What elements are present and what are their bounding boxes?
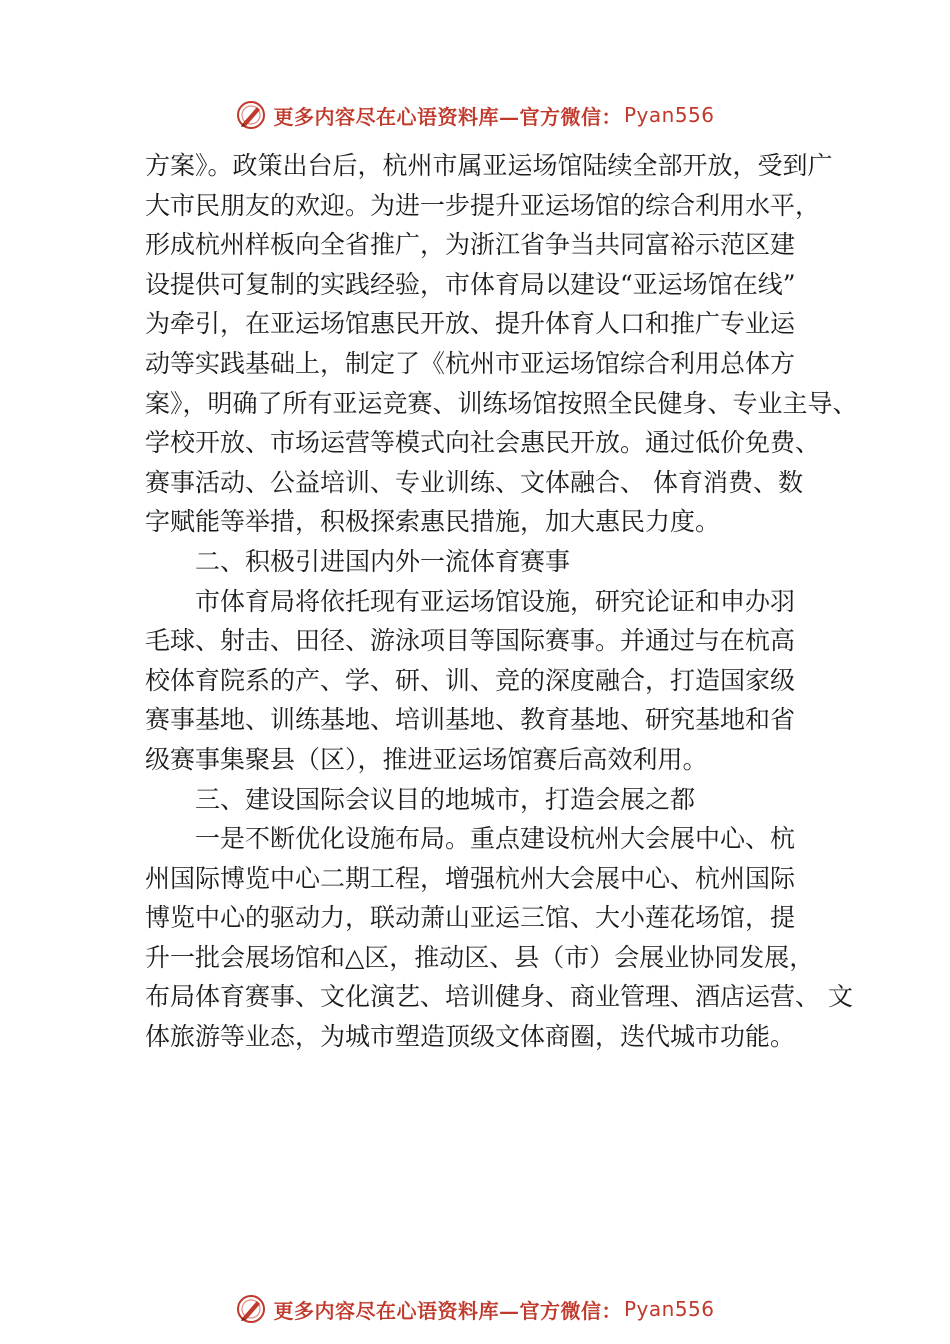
text-line: 市体育局将依托现有亚运场馆设施，研究论证和申办羽 (195, 586, 796, 616)
text-line: 校体育院系的产、学、研、训、竞的深度融合，打造国家级 (145, 665, 796, 695)
watermark-account: Pyan556 (623, 1297, 715, 1321)
footer-watermark (0, 1289, 950, 1329)
watermark-text: 更多内容尽在心语资料库—官方微信： (273, 104, 622, 129)
text-line: 州国际博览中心二期工程，增强杭州大会展中心、杭州国际 (145, 863, 796, 893)
text-line: 赛事基地、训练基地、培训基地、教育基地、研究基地和省 (145, 705, 796, 735)
section-heading: 二、积极引进国内外一流体育赛事 (195, 546, 571, 576)
text-line: 动等实践基础上，制定了《杭州市亚运场馆综合利用总体方 (145, 348, 796, 378)
text-line: 赛事活动、公益培训、专业训练、文体融合、 体育消费、数 (145, 467, 803, 497)
text-line: 字赋能等举措，积极探索惠民措施，加大惠民力度。 (145, 507, 721, 537)
text-line: 体旅游等业态，为城市塑造顶级文体商圈，迭代城市功能。 (145, 1022, 796, 1052)
text-line: 形成杭州样板向全省推广，为浙江省争当共同富裕示范区建 (145, 230, 796, 260)
text-line: 升一批会展场馆和△区，推动区、县（市）会展业协同发展， (145, 942, 815, 972)
text-line: 设提供可复制的实践经验，市体育局以建设“亚运场馆在线” (145, 269, 796, 299)
logo-icon (235, 1293, 267, 1325)
logo-icon (235, 99, 267, 131)
text-line: 布局体育赛事、文化演艺、培训健身、商业管理、酒店运营、 文 (145, 982, 853, 1012)
text-line: 毛球、射击、田径、游泳项目等国际赛事。并通过与在杭高 (145, 626, 796, 656)
watermark-text: 更多内容尽在心语资料库—官方微信： (273, 1298, 622, 1323)
section-heading: 三、建设国际会议目的地城市，打造会展之都 (195, 784, 696, 814)
text-line: 博览中心的驱动力，联动萧山亚运三馆、大小莲花场馆，提 (145, 903, 796, 933)
header-watermark (0, 95, 950, 135)
text-line: 大市民朋友的欢迎。为进一步提升亚运场馆的综合利用水平， (145, 190, 821, 220)
text-line: 方案》。政策出台后，杭州市属亚运场馆陆续全部开放，受到广 (145, 151, 833, 180)
watermark-account: Pyan556 (623, 103, 715, 127)
text-line: 级赛事集聚县（区），推进亚运场馆赛后高效利用。 (145, 744, 708, 774)
text-line: 为牵引，在亚运场馆惠民开放、提升体育人口和推广专业运 (145, 309, 796, 339)
text-line: 案》，明确了所有亚运竞赛、训练场馆按照全民健身、专业主导、 (145, 388, 858, 418)
text-line: 学校开放、市场运营等模式向社会惠民开放。通过低价免费、 (145, 428, 821, 458)
text-line: 一是不断优化设施布局。重点建设杭州大会展中心、杭 (195, 824, 796, 854)
document-body (145, 146, 858, 1057)
